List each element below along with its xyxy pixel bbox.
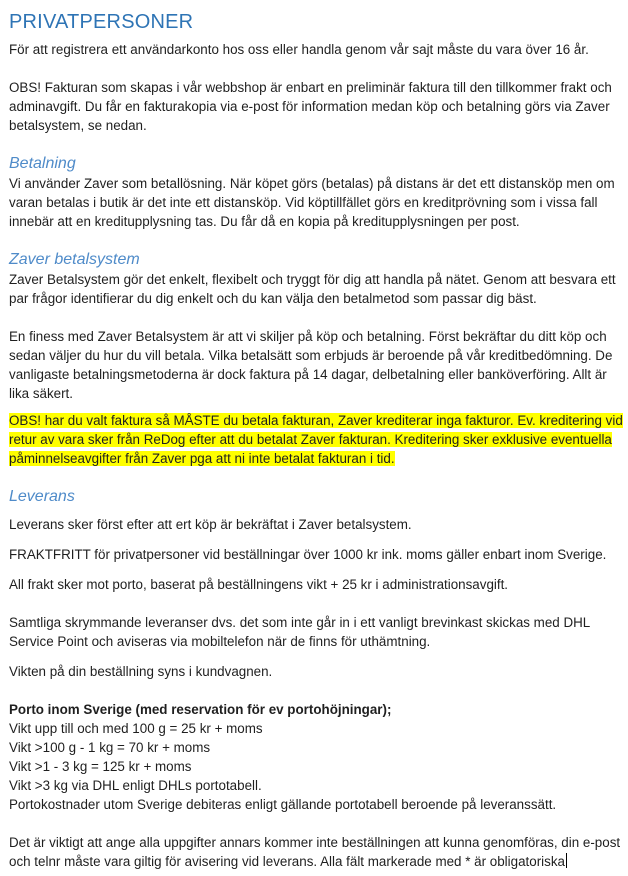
porto-row: Vikt >1 - 3 kg = 125 kr + moms: [9, 759, 192, 774]
closing-text: Det är viktigt att ange alla uppgifter annars kommer inte beställningen att kunna genomföras, din e-post och telnr måste vara giltig för avisering vid leverans. Alla fält markerade med * är obligatoriska: [9, 835, 621, 869]
page-title: PRIVATPERSONER: [9, 11, 194, 33]
zaver-intro-paragraph: Zaver Betalsystem gör det enkelt, flexibelt och tryggt för dig att handla på nätet. Genom att besvara ett par frågor identifierar du dig enkelt och du kan välja den betalmetod som passar dig bäst.: [9, 272, 616, 306]
porto-row: Vikt upp till och med 100 g = 25 kr + moms: [9, 721, 263, 736]
section-heading-leverans: Leverans: [9, 488, 75, 505]
porto-row: Vikt >3 kg via DHL enligt DHLs portotabell.: [9, 778, 262, 793]
closing-paragraph: [9, 833, 623, 871]
leverans-free-shipping: FRAKTFRITT för privatpersoner vid beställningar över 1000 kr ink. moms gäller enbart inom Sverige.: [9, 547, 607, 562]
highlight-text: OBS! har du valt faktura så MÅSTE du betala fakturan, Zaver krediterar inga fakturor. Ev. kreditering vid retur av vara sker från ReDog efter att du betalat Zaver fakturan. Kreditering sker exklusive eventuella påminnelseavgifter från Zaver pga att ni inte betalat fakturan i tid.: [9, 413, 623, 466]
intro-invoice-notice: OBS! Fakturan som skapas i vår webbshop är enbart en preliminär faktura till den tillkommer frakt och adminavgift. Du får en fakturakopia via e-post för information medan köp och betalning görs via Zaver betalsystem, se nedan.: [9, 80, 612, 133]
porto-row: Portokostnader utom Sverige debiteras enligt gällande portotabell beroende på leveranssätt.: [9, 797, 557, 812]
zaver-finess-paragraph: En finess med Zaver Betalsystem är att vi skiljer på köp och betalning. Först bekräftar du ditt köp och sedan väljer du hur du vill betala. Vilka betalsätt som erbjuds är beroende på vår kreditbedömning. De vanligaste betalningsmetoderna är dock faktura på 14 dagar, delbetalning eller banköverföring. Allt är lika säkert.: [9, 329, 613, 401]
intro-age-requirement: För att registrera ett användarkonto hos oss eller handla genom vår sajt måste du vara över 16 år.: [9, 42, 589, 57]
leverans-weight: Vikten på din beställning syns i kundvagnen.: [9, 664, 273, 679]
betalning-paragraph: Vi använder Zaver som betallösning. När köpet görs (betalas) på distans är det ett distansköp men om varan betalas i butik är det inte ett distansköp. Vid köptillfället görs en kreditprövning som i vissa fall innebär att en kreditupplysning tas. Du får då en kopia på kreditupplysningen per post.: [9, 176, 615, 229]
leverans-bulky: Samtliga skrymmande leveranser dvs. det som inte går in i ett vanligt brevinkast skickas med DHL Service Point och aviseras via mobiltelefon när de finns för uthämtning.: [9, 615, 590, 649]
leverans-confirmation: Leverans sker först efter att ert köp är bekräftat i Zaver betalsystem.: [9, 517, 412, 532]
zaver-highlighted-notice: [9, 411, 623, 468]
text-cursor: [566, 853, 567, 868]
leverans-postage: All frakt sker mot porto, baserat på beställningens vikt + 25 kr i administrationsavgift.: [9, 577, 509, 592]
document-page: [9, 10, 623, 871]
section-heading-zaver: Zaver betalsystem: [9, 251, 140, 268]
section-heading-betalning: Betalning: [9, 155, 76, 172]
porto-row: Vikt >100 g - 1 kg = 70 kr + moms: [9, 740, 211, 755]
porto-heading: Porto inom Sverige (med reservation för ev portohöjningar);: [9, 702, 392, 717]
